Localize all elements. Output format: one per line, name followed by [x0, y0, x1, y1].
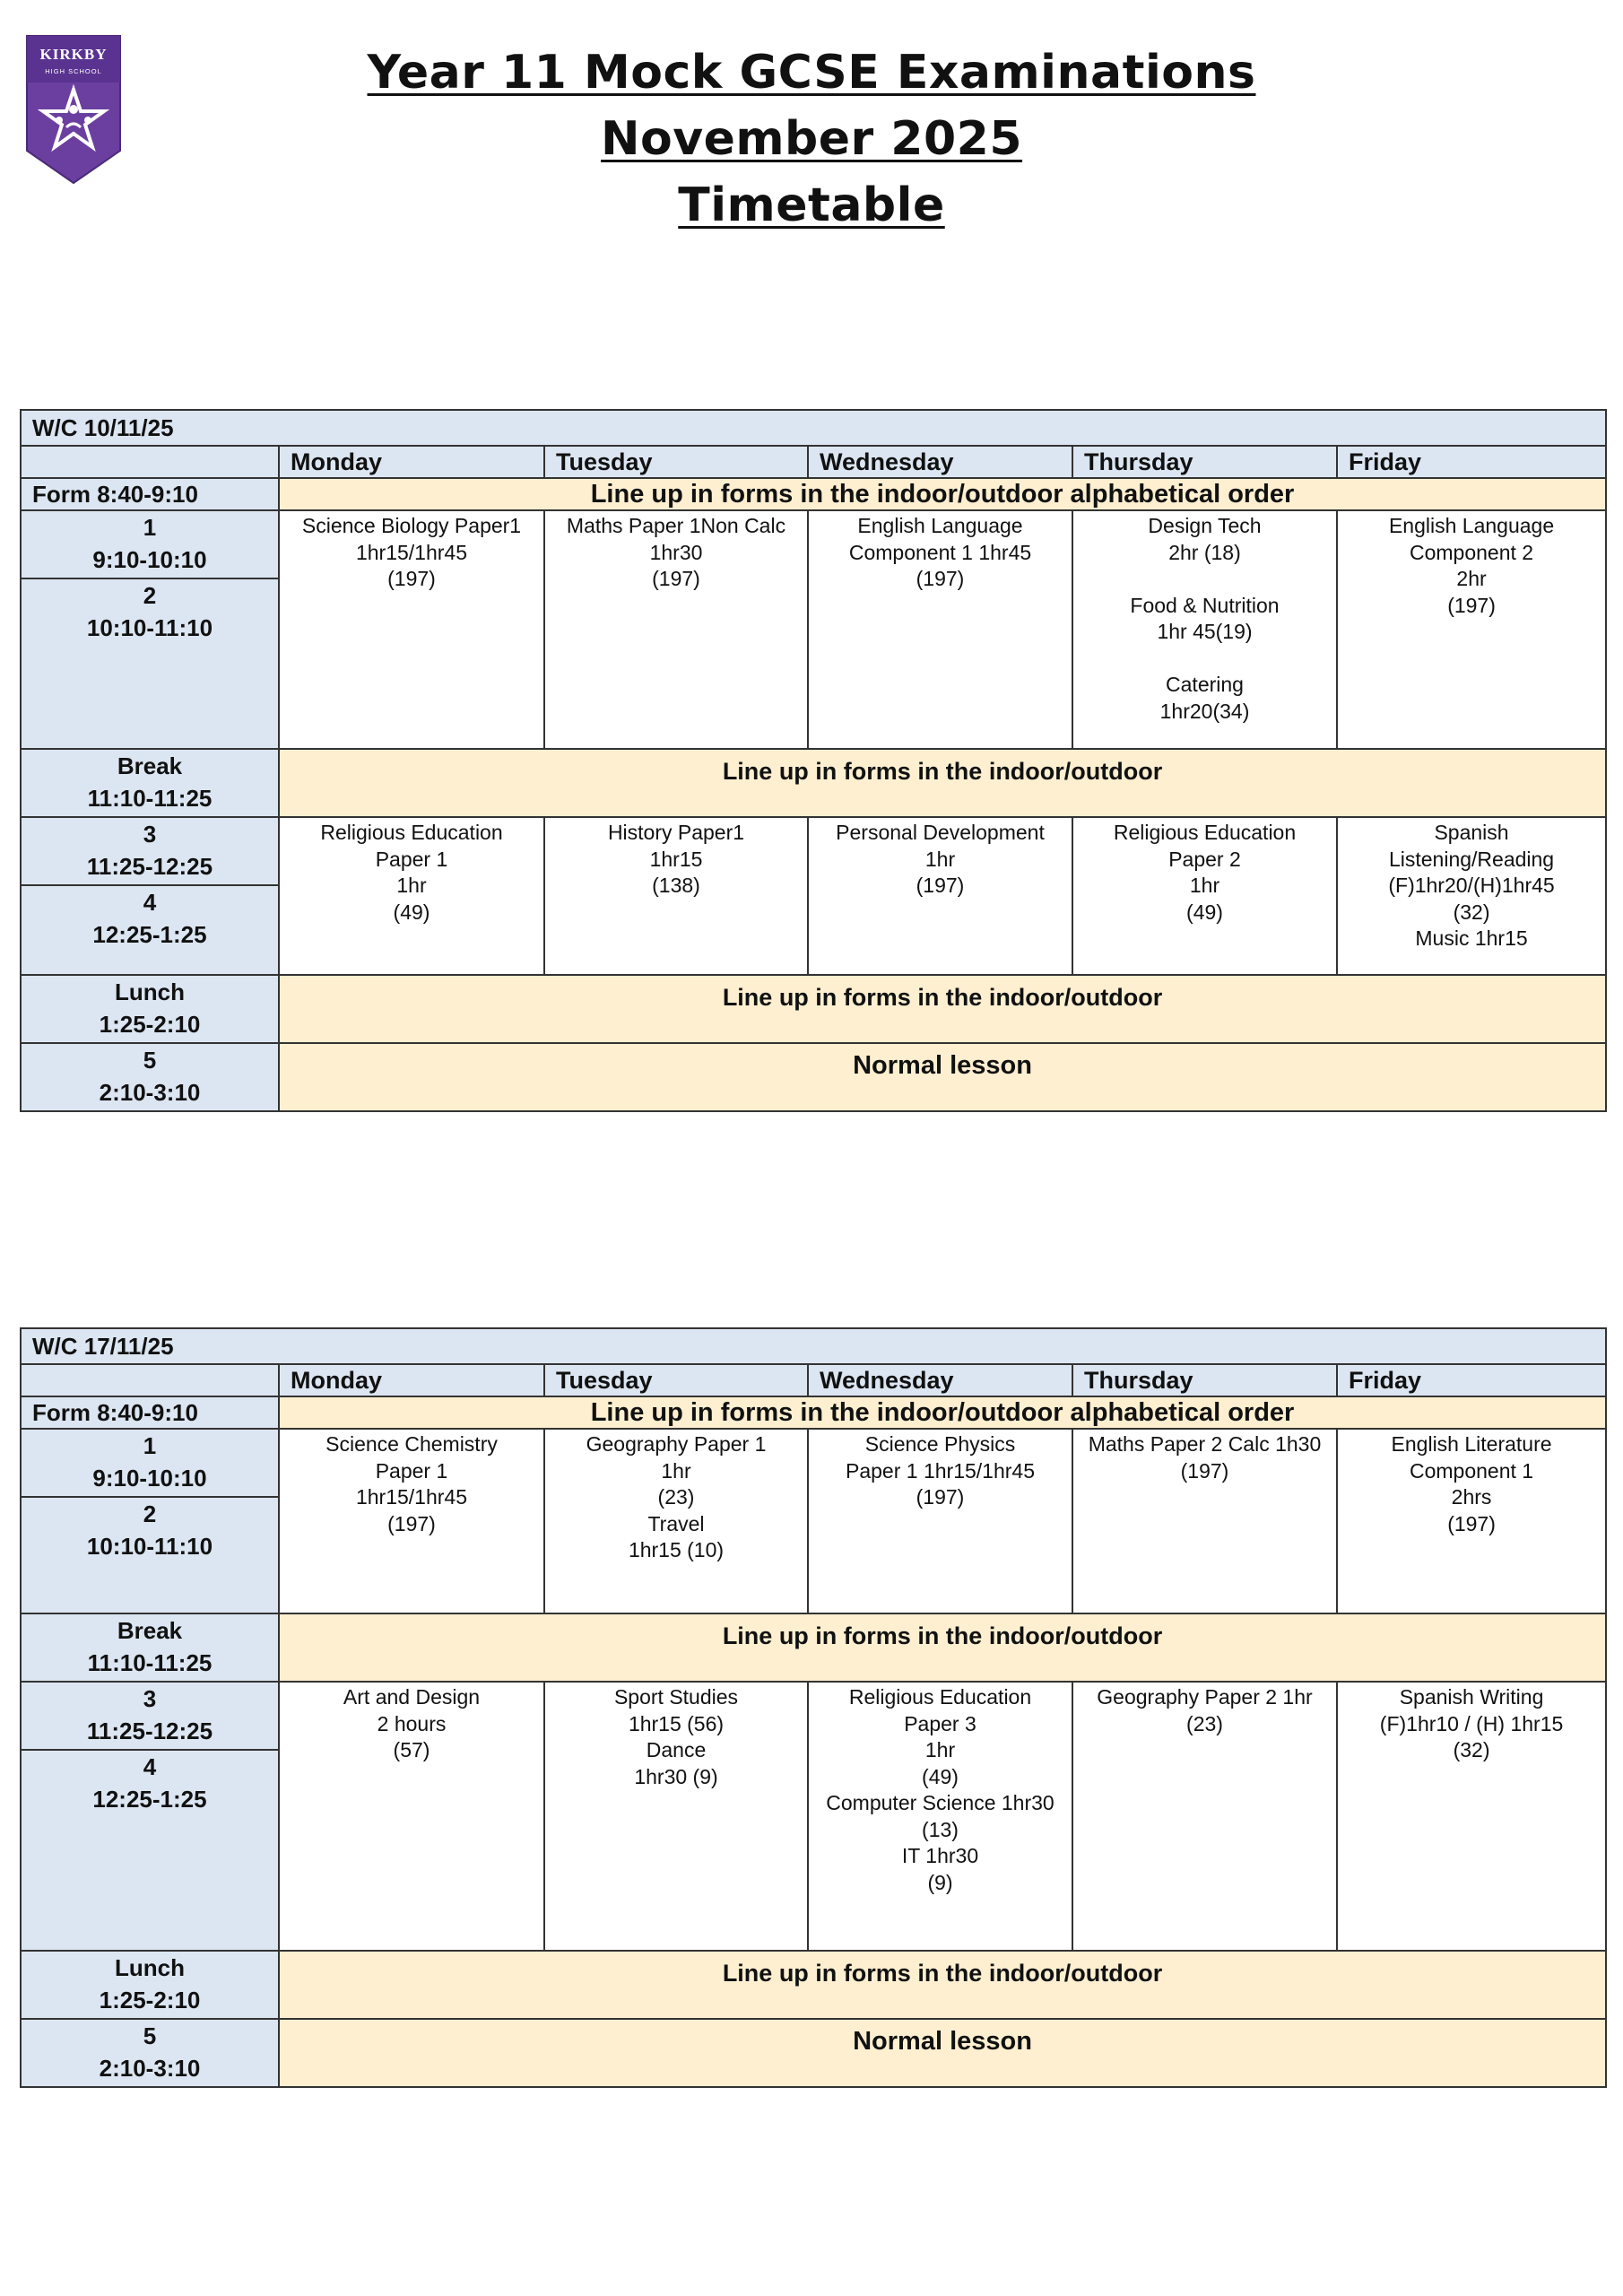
period-5-label [21, 2019, 279, 2087]
day-header: Wednesday [808, 446, 1072, 478]
exam-line: 2hr (18) [1168, 540, 1241, 564]
title-line-2: November 2025 [600, 112, 1023, 166]
period-time: 9:10-10:10 [92, 546, 207, 573]
exam-line: Paper 3 [904, 1711, 976, 1735]
exam-line: Religious Education [1113, 821, 1297, 844]
break-time: 11:10-11:25 [87, 1649, 213, 1676]
exam-cell [544, 510, 808, 749]
exam-line: (49) [1186, 900, 1223, 924]
week-label: W/C 17/11/25 [21, 1328, 1606, 1364]
exam-line: (F)1hr10 / (H) 1hr15 [1379, 1711, 1564, 1735]
exam-line: 1hr30 (9) [634, 1764, 718, 1788]
exam-cell [808, 510, 1072, 749]
period-number: 1 [143, 1432, 157, 1459]
exam-line: (9) [927, 1870, 953, 1894]
exam-cell [1072, 510, 1337, 749]
day-header: Tuesday [544, 446, 808, 478]
exam-line: (197) [1180, 1458, 1229, 1483]
header-corner [21, 1364, 279, 1396]
day-header: Tuesday [544, 1364, 808, 1396]
period-time: 2:10-3:10 [99, 1079, 201, 1106]
exam-line: Art and Design [343, 1685, 481, 1709]
lunch-lineup-band: Line up in forms in the indoor/outdoor [279, 975, 1606, 1043]
period-time: 12:25-1:25 [92, 1786, 207, 1813]
exam-line: Maths Paper 1Non Calc [566, 514, 786, 537]
exam-cell [808, 817, 1072, 975]
exam-line: 1hr [924, 1738, 956, 1761]
exam-line: (197) [387, 567, 436, 590]
exam-line: Paper 1 1hr15/1hr45 [846, 1458, 1035, 1483]
exam-line: (197) [916, 567, 965, 590]
week-label: W/C 10/11/25 [21, 410, 1606, 446]
exam-line: Paper 1 [375, 1458, 448, 1483]
normal-lesson-band: Normal lesson [279, 2019, 1606, 2087]
exam-line: Geography Paper 2 1hr [1097, 1685, 1313, 1709]
exam-line: Food & Nutrition [1130, 593, 1280, 617]
exam-line: 1hr [924, 847, 956, 871]
period-time: 11:25-12:25 [86, 853, 213, 880]
exam-line: 2hr [1456, 567, 1487, 590]
exam-line: (23) [657, 1485, 695, 1509]
exam-cell [1072, 1682, 1337, 1951]
exam-line: (13) [922, 1817, 959, 1841]
period-label [21, 1682, 279, 1750]
period-number: 3 [143, 821, 157, 848]
exam-cell [1337, 817, 1606, 975]
exam-line: 1hr15/1hr45 [355, 540, 468, 564]
lunch-title: Lunch [115, 1954, 185, 1981]
exam-line: 1hr20(34) [1159, 699, 1250, 723]
exam-line: IT 1hr30 [901, 1844, 979, 1867]
exam-line: Science Chemistry [325, 1432, 498, 1456]
period-label [21, 578, 279, 749]
lunch-time: 1:25-2:10 [99, 1011, 201, 1038]
exam-cell [544, 1682, 808, 1951]
period-5-label [21, 1043, 279, 1111]
lunch-time: 1:25-2:10 [99, 1987, 201, 2013]
exam-line: Religious Education [320, 821, 503, 844]
exam-line: (197) [387, 1511, 436, 1535]
exam-line: Spanish Writing [1399, 1685, 1544, 1709]
exam-line: 1hr [1189, 874, 1220, 897]
exam-line: Maths Paper 2 Calc 1h30 [1088, 1432, 1322, 1456]
exam-line: (197) [916, 1485, 965, 1509]
exam-cell [1072, 1429, 1337, 1613]
form-lineup-band: Line up in forms in the indoor/outdoor alphabetical order [279, 478, 1606, 510]
lunch-label [21, 1951, 279, 2019]
header-corner [21, 446, 279, 478]
exam-line: Spanish [1434, 821, 1509, 844]
exam-line: Design Tech [1148, 514, 1262, 537]
period-label [21, 1429, 279, 1497]
day-header: Thursday [1072, 446, 1337, 478]
period-number: 4 [143, 1753, 157, 1780]
exam-cell [1072, 817, 1337, 975]
exam-line: Religious Education [848, 1685, 1032, 1709]
exam-line: (49) [393, 900, 430, 924]
exam-line: (23) [1186, 1711, 1223, 1735]
exam-line: Music 1hr15 [1415, 926, 1528, 950]
exam-line: Dance [646, 1738, 707, 1761]
exam-cell [1337, 1682, 1606, 1951]
exam-line: 2 hours [377, 1711, 447, 1735]
exam-line: Computer Science 1hr30 [826, 1791, 1055, 1814]
lunch-lineup-band: Line up in forms in the indoor/outdoor [279, 1951, 1606, 2019]
exam-line: 1hr15 (10) [628, 1538, 725, 1561]
period-number: 3 [143, 1685, 157, 1712]
period-number: 5 [143, 1047, 157, 1074]
exam-line: Science Physics [864, 1432, 1016, 1456]
exam-line: Travel [647, 1511, 705, 1535]
timetable-week-1 [20, 409, 1607, 1112]
break-label [21, 749, 279, 817]
day-header: Friday [1337, 1364, 1606, 1396]
normal-lesson-band: Normal lesson [279, 1043, 1606, 1111]
exam-line: (197) [1447, 1511, 1496, 1535]
lunch-title: Lunch [115, 978, 185, 1005]
form-lineup-band: Line up in forms in the indoor/outdoor alphabetical order [279, 1396, 1606, 1429]
exam-line: (57) [393, 1738, 430, 1761]
timetable-week-2 [20, 1327, 1607, 2088]
exam-line: 1hr [661, 1458, 691, 1483]
period-label [21, 1497, 279, 1613]
exam-line: Catering [1166, 673, 1244, 696]
exam-line: Component 1 [1409, 1458, 1534, 1483]
exam-line: English Literature [1391, 1432, 1552, 1456]
exam-line: Paper 1 [375, 847, 448, 871]
period-time: 10:10-11:10 [86, 614, 213, 641]
exam-line: 1hr15 (56) [628, 1711, 725, 1735]
period-number: 2 [143, 1500, 157, 1527]
exam-line: (197) [652, 567, 700, 590]
period-number: 5 [143, 2022, 157, 2049]
period-number: 4 [143, 889, 157, 916]
break-time: 11:10-11:25 [87, 785, 213, 812]
exam-line: Science Biology Paper1 [301, 514, 522, 537]
period-time: 11:25-12:25 [86, 1718, 213, 1744]
title-line-1: Year 11 Mock GCSE Examinations [367, 46, 1256, 100]
day-header: Monday [279, 1364, 544, 1396]
exam-line [1073, 646, 1336, 673]
exam-line: 2hrs [1451, 1485, 1492, 1509]
break-lineup-band: Line up in forms in the indoor/outdoor [279, 749, 1606, 817]
day-header: Thursday [1072, 1364, 1337, 1396]
exam-line: 1hr [396, 874, 427, 897]
exam-cell [279, 1682, 544, 1951]
break-title: Break [117, 752, 183, 779]
logo-school-name: KIRKBY [39, 46, 108, 63]
exam-cell [544, 817, 808, 975]
exam-cell [1337, 510, 1606, 749]
exam-line: (32) [1453, 1738, 1490, 1761]
break-label [21, 1613, 279, 1682]
exam-cell [279, 1429, 544, 1613]
title-line-3: Timetable [678, 178, 945, 232]
break-title: Break [117, 1617, 183, 1644]
exam-line: (197) [916, 874, 965, 897]
exam-cell [279, 817, 544, 975]
exam-line: Personal Development [836, 821, 1045, 844]
exam-line: Geography Paper 1 [586, 1432, 767, 1456]
exam-line: (49) [922, 1764, 959, 1788]
day-header: Friday [1337, 446, 1606, 478]
period-label [21, 817, 279, 885]
period-label [21, 510, 279, 578]
exam-line [1073, 566, 1336, 593]
exam-cell [279, 510, 544, 749]
exam-line: (197) [1447, 593, 1496, 617]
page-title [0, 39, 1623, 239]
form-time-label: Form 8:40-9:10 [21, 478, 279, 510]
day-header: Wednesday [808, 1364, 1072, 1396]
exam-line: Paper 2 [1168, 847, 1241, 871]
day-header: Monday [279, 446, 544, 478]
exam-cell [808, 1429, 1072, 1613]
form-time-label: Form 8:40-9:10 [21, 1396, 279, 1429]
period-number: 2 [143, 582, 157, 609]
exam-cell [544, 1429, 808, 1613]
period-number: 1 [143, 514, 157, 541]
exam-cell [808, 1682, 1072, 1951]
exam-line: English Language [1388, 514, 1555, 537]
exam-line: 1hr 45(19) [1157, 620, 1253, 643]
exam-line: 1hr30 [649, 540, 703, 564]
exam-line: Sport Studies [613, 1685, 739, 1709]
exam-line: Listening/Reading [1388, 847, 1555, 871]
lunch-label [21, 975, 279, 1043]
period-label [21, 1750, 279, 1951]
exam-cell [1337, 1429, 1606, 1613]
exam-line: Component 2 [1409, 540, 1534, 564]
exam-line: (138) [652, 874, 700, 897]
break-lineup-band: Line up in forms in the indoor/outdoor [279, 1613, 1606, 1682]
period-label [21, 885, 279, 975]
exam-line: English Language [857, 514, 1023, 537]
logo-subtitle: HIGH SCHOOL [45, 67, 102, 75]
exam-line: Component 1 1hr45 [848, 540, 1032, 564]
exam-line: (32) [1453, 900, 1490, 924]
exam-line: 1hr15/1hr45 [355, 1485, 468, 1509]
exam-line: History Paper1 [607, 821, 745, 844]
exam-line: 1hr15 [649, 847, 703, 871]
period-time: 12:25-1:25 [92, 921, 207, 948]
period-time: 9:10-10:10 [92, 1465, 207, 1492]
period-time: 10:10-11:10 [86, 1533, 213, 1560]
period-time: 2:10-3:10 [99, 2055, 201, 2082]
exam-line: (F)1hr20/(H)1hr45 [1388, 874, 1555, 897]
